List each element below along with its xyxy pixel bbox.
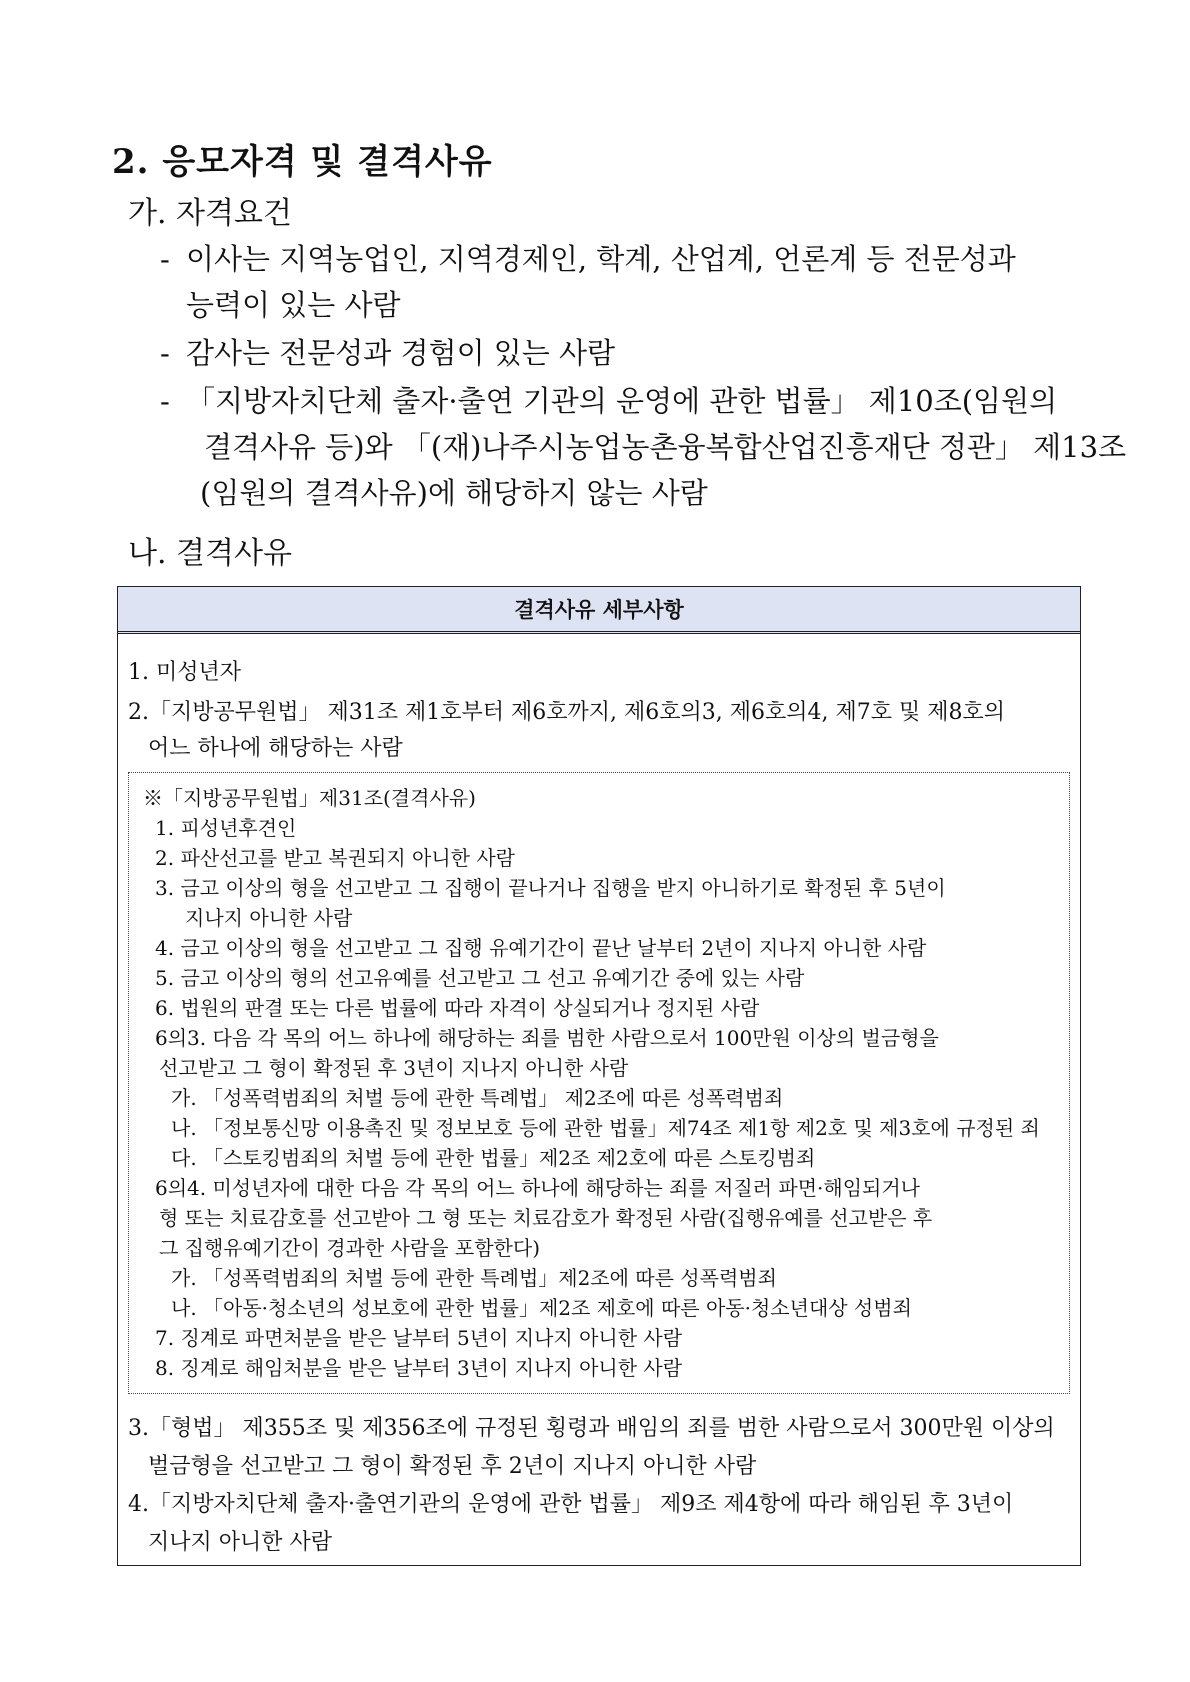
bullet-dash: - — [160, 242, 170, 276]
table-item: 어느 하나에 해당하는 사람 — [148, 736, 403, 761]
note-line: 5. 금고 이상의 형의 선고유예를 선고받고 그 선고 유예기간 중에 있는 사람 — [155, 966, 805, 990]
note-line: 6의4. 미성년자에 대한 다음 각 목의 어느 하나에 해당하는 죄를 저질러 파면·해임되거나 — [155, 1176, 920, 1200]
qualification-bullet-law — [160, 378, 1127, 516]
bullet-dash: - — [160, 384, 170, 418]
note-line: 1. 피성년후견인 — [155, 816, 297, 840]
note-line: 4. 금고 이상의 형을 선고받고 그 집행 유예기간이 끝난 날부터 2년이 지나지 아니한 사람 — [155, 936, 927, 960]
qualification-bullet-directors — [160, 236, 1080, 328]
note-line: 그 집행유예기간이 경과한 사람을 포함한다) — [159, 1236, 540, 1260]
bullet-line: 이사는 지역농업인, 지역경제인, 학계, 산업계, 언론계 등 전문성과 — [186, 242, 1016, 276]
disqualification-table — [117, 586, 1081, 1566]
qualification-bullet-auditor — [160, 330, 1080, 376]
note-line: 선고받고 그 형이 확정된 후 3년이 지나지 아니한 사람 — [159, 1056, 629, 1080]
bullet-line: 감사는 전문성과 경험이 있는 사람 — [186, 336, 616, 370]
table-item: 4.「지방자치단체 출자·출연기관의 운영에 관한 법률」 제9조 제4항에 따라 해임된 후 3년이 — [128, 1492, 1014, 1517]
bullet-dash: - — [160, 336, 170, 370]
note-line: 2. 파산선고를 받고 복권되지 아니한 사람 — [155, 846, 515, 870]
table-item: 2.「지방공무원법」 제31조 제1호부터 제6호까지, 제6호의3, 제6호의4, 제7호 및 제8호의 — [128, 700, 1005, 725]
table-item: 3.「형법」 제355조 및 제356조에 규정된 횡령과 배임의 죄를 범한 사람으로서 300만원 이상의 — [128, 1416, 1055, 1441]
disqualification-label: 나. 결격사유 — [128, 536, 292, 571]
note-line: 다. 「스토킹범죄의 처벌 등에 관한 법률」제2조 제2호에 따른 스토킹범죄 — [171, 1146, 816, 1170]
table-item: 벌금형을 선고받고 그 형이 확정된 후 2년이 지나지 아니한 사람 — [148, 1454, 757, 1479]
note-line: ※「지방공무원법」제31조(결격사유) — [143, 786, 476, 810]
table-item: 지나지 아니한 사람 — [148, 1530, 333, 1555]
note-line: 6. 법원의 판결 또는 다른 법률에 따라 자격이 상실되거나 정지된 사람 — [155, 996, 760, 1020]
note-line: 3. 금고 이상의 형을 선고받고 그 집행이 끝나거나 집행을 받지 아니하기로 확정된 후 5년이 — [155, 876, 946, 900]
bullet-line: 「지방자치단체 출자·출연 기관의 운영에 관한 법률」 제10조(임원의 — [186, 384, 1058, 418]
note-line: 나. 「정보통신망 이용촉진 및 정보보호 등에 관한 법률」제74조 제1항 제2호 및 제3호에 규정된 죄 — [171, 1116, 1040, 1140]
law-note-box — [128, 772, 1070, 1394]
note-line: 지나지 아니한 사람 — [185, 906, 353, 930]
note-line: 가. 「성폭력범죄의 처벌 등에 관한 특례법」제2조에 따른 성폭력범죄 — [171, 1266, 777, 1290]
section-heading: 2. 응모자격 및 결격사유 — [112, 142, 493, 182]
bullet-line: 능력이 있는 사람 — [186, 288, 401, 322]
note-line: 나. 「아동·청소년의 성보호에 관한 법률」제2조 제호에 따른 아동·청소년대상 성범죄 — [171, 1296, 912, 1320]
note-line: 7. 징계로 파면처분을 받은 날부터 5년이 지나지 아니한 사람 — [155, 1326, 683, 1350]
qualifications-label: 가. 자격요건 — [128, 196, 292, 231]
note-line: 형 또는 치료감호를 선고받아 그 형 또는 치료감호가 확정된 사람(집행유예를 선고받은 후 — [159, 1206, 933, 1230]
bullet-line: (임원의 결격사유)에 해당하지 않는 사람 — [200, 476, 708, 510]
table-header: 결격사유 세부사항 — [118, 587, 1080, 634]
note-line: 8. 징계로 해임처분을 받은 날부터 3년이 지나지 아니한 사람 — [155, 1356, 683, 1380]
note-line: 6의3. 다음 각 목의 어느 하나에 해당하는 죄를 범한 사람으로서 100만원 이상의 벌금형을 — [155, 1026, 939, 1050]
note-line: 가. 「성폭력범죄의 처벌 등에 관한 특례법」 제2조에 따른 성폭력범죄 — [171, 1086, 784, 1110]
table-item: 1. 미성년자 — [128, 660, 241, 685]
bullet-line: 결격사유 등)와 「(재)나주시농업농촌융복합산업진흥재단 정관」 제13조 — [204, 430, 1127, 464]
